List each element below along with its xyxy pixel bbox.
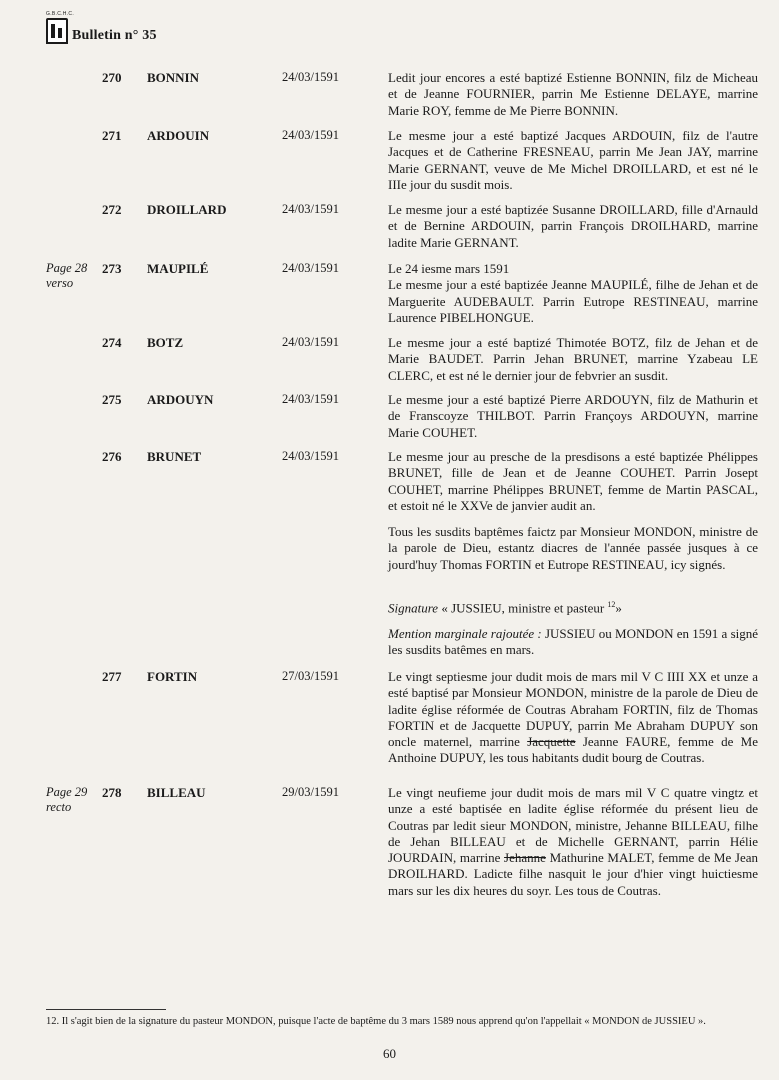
marginal-note: Mention marginale rajoutée : JUSSIEU ou MONDON en 1591 a signé les susdits batêmes en mars. [388,626,759,658]
entry-surname: ARDOUYN [147,392,214,407]
page-reference: Page 28 verso [46,261,88,290]
entry-number: 275 [102,392,122,407]
entry-text: Le vingt neufieme jour dudit mois de mars mil V C quatre vingtz et unze a esté baptisée en ladite église réformée du présent lieu de Coutras par ledit sieur MONDON, ministre, Jehanne BILLEAU, filhe de Jehan BILLEAU et de Michelle GERNANT, parrin Hélie JOURDAIN, marrine Jehanne Mathurine MALET, femme de Me Jean DROILHARD. Ladicte filhe nasquit le jour d'hier vingt huictiesme mars sur les dix heures du soyr. Les tous de Coutras. [388,785,759,898]
baptism-entry-271 [46,128,758,194]
logo-text: G.B.C.H.C. [46,11,75,17]
bulletin-title: Bulletin n° 35 [72,28,157,43]
entry-date: 29/03/1591 [282,785,339,799]
struck-word: Jehanne [504,850,546,866]
entry-date: 24/03/1591 [282,392,339,406]
entry-surname: DROILLARD [147,202,227,217]
entry-number: 274 [102,335,122,350]
entry-number: 278 [102,785,122,800]
entry-number: 271 [102,128,122,143]
entry-number: 276 [102,449,122,464]
entry-surname: BOTZ [147,335,184,350]
baptism-entry-272 [46,202,758,252]
baptism-entry-277 [46,669,758,769]
baptism-entry-275 [46,392,758,442]
entry-date: 24/03/1591 [282,202,339,216]
entry-text: Le mesme jour au presche de la presdisons a esté baptizée Phélippes BRUNET, fille de Jean et de Jeanne COUHET. Parrin Josept COUHET, marrine Phélippes BRUNET, femme de Martin PASCAL, et estoit né le XXVe de janvier audit an. [388,449,758,513]
entry-surname: FORTIN [147,669,198,684]
entry-text: Le 24 iesme mars 1591 Le mesme jour a esté baptizée Jeanne MAUPILÉ, filhe de Jehan et de Marguerite AUDEBAULT. Parrin Eutrope RESTINEAU, marrine Laurence PIBELHONGUE. [388,261,758,325]
entry-date: 24/03/1591 [282,449,339,463]
entry-text: Le mesme jour a esté baptizée Susanne DROILLARD, fille d'Arnauld et de Bernine ARDOUIN, parrin François DROILHARD, marrine ladite Marie GERNANT. [388,202,758,250]
entry-text: Le mesme jour a esté baptizé Jacques ARDOUIN, filz de l'autre Jacques et de Catherine FRESNEAU, parrin Me Jean JAY, marrine Marie GERNANT, veuve de Me Michel DROILLARD, et est né le IIIe jour du susdit mois. [388,128,758,192]
page-number: 60 [383,1046,396,1061]
entry-surname: BRUNET [147,449,202,464]
page-reference: Page 29 recto [46,785,88,814]
entry-text: Le mesme jour a esté baptizé Pierre ARDOUYN, filz de Mathurin et de Franscoyze THILBOT. Parrin Françoys ARDOUYN, marrine Marie COUHET. [388,392,758,440]
entry-surname: MAUPILÉ [147,261,209,276]
entry-surname: BONNIN [147,70,200,85]
society-logo-icon [46,11,75,44]
entry-date: 24/03/1591 [282,261,339,275]
page-header [46,11,157,44]
entry-date: 24/03/1591 [282,335,339,349]
baptism-entry-278 [46,785,758,905]
entry-number: 277 [102,669,122,684]
baptism-entry-276 [46,449,758,515]
entry-surname: BILLEAU [147,785,206,800]
entry-surname: ARDOUIN [147,128,210,143]
entry-date: 24/03/1591 [282,70,339,84]
entry-number: 270 [102,70,122,85]
footnote: 12. Il s'agit bien de la signature du pasteur MONDON, puisque l'acte de baptême du 3 mars 1589 nous apprend qu'on l'appellait « MONDON de JUSSIEU ». [46,1016,706,1027]
footnote-divider [46,1009,166,1010]
entry-text: Le mesme jour a esté baptizé Thimotée BOTZ, filz de Jehan et de Marie BAUDET. Parrin Jehan BRUNET, marrine Yzabeau LE CLERC, et est né le dernier jour de febvrier an susdit. [388,335,758,383]
baptism-entry-270 [46,70,758,120]
struck-word: Jacquette [527,734,576,750]
entry-number: 273 [102,261,122,276]
entry-text: Le vingt septiesme jour dudit mois de mars mil V C IIII XX et unze a esté baptisé par Monsieur MONDON, ministre de la parole de Dieu de ladite église réformée de Coutras Abraham FORTIN, filz de Thomas FORTIN et de Jacquette DUPUY, parrin Me Abraham DUPUY son oncle maternel, marrine Jacquette Jeanne FAURE, femme de Me Anthoine DUPUY, les tous habitants dudit bourg de Coutras. [388,669,758,766]
closing-note: Tous les susdits baptêmes faictz par Monsieur MONDON, ministre de la parole de Dieu, estantz diacres de l'année passée jusques à ce jourd'huy Thomas FORTIN et Eutrope RESTINEAU, icy signés. [388,524,758,572]
entry-date: 27/03/1591 [282,669,339,683]
entry-number: 272 [102,202,122,217]
entry-text: Ledit jour encores a esté baptizé Estienne BONNIN, filz de Micheau et de Jeanne FOURNIER, parrin Me Estienne DELAYE, marrine Marie ROY, femme de Me Pierre BONNIN. [388,70,758,118]
entry-date: 24/03/1591 [282,128,339,142]
baptism-entry-274 [46,335,758,385]
signature-line: Signature « JUSSIEU, ministre et pasteur $^{12}$» [388,600,622,616]
baptism-entry-273 [46,261,758,327]
